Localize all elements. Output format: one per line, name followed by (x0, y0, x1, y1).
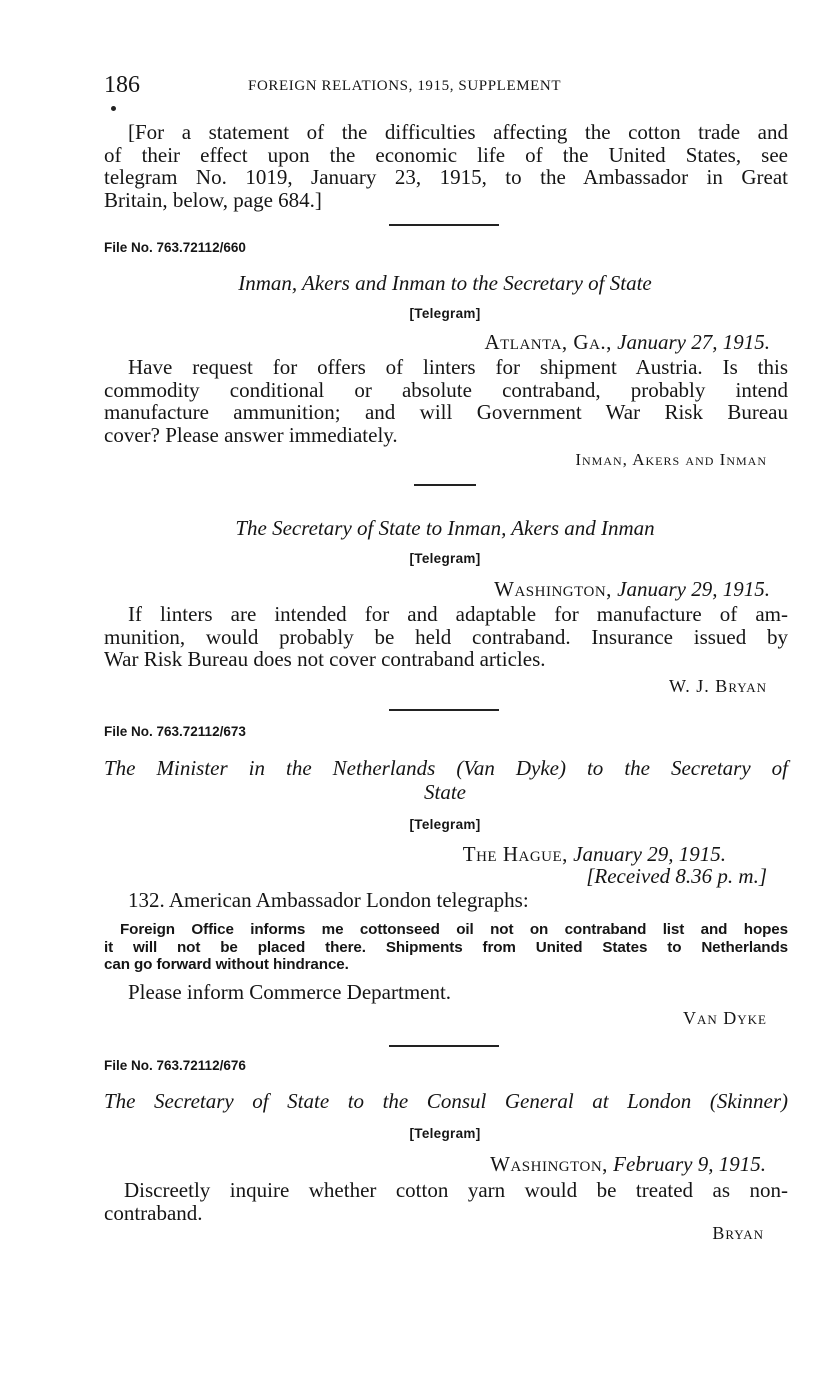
body-line: cover? Please answer immediately. (104, 422, 398, 447)
telegram-tag: [Telegram] (409, 306, 481, 321)
document-body (104, 356, 788, 446)
intro-line: telegram No. 1019, January 23, 1915, to the Ambassador in Great (104, 165, 788, 189)
running-title: FOREIGN RELATIONS, 1915, SUPPLEMENT (248, 78, 562, 94)
intro-paragraph (104, 121, 788, 211)
telegram-tag: [Telegram] (409, 1126, 481, 1141)
dateline-place: Washington, (490, 1152, 608, 1176)
dateline (494, 577, 770, 602)
dateline-date: January 29, 1915. (617, 577, 770, 601)
dateline-place: Washington, (494, 577, 612, 601)
received-note: [Received 8.36 p. m.] (586, 864, 767, 888)
body-line: War Risk Bureau does not cover contraband articles. (104, 647, 546, 671)
body-line: Have request for offers of linters for shipment Austria. Is this (128, 355, 788, 379)
file-number: File No. 763.72112/660 (104, 240, 246, 255)
quote-line: can go forward without hindrance. (104, 956, 349, 973)
file-number: File No. 763.72112/673 (104, 724, 246, 739)
section-divider (414, 484, 476, 486)
section-divider (389, 224, 499, 226)
document-title: The Secretary of State to Inman, Akers and Inman (235, 516, 655, 540)
dateline (484, 330, 770, 355)
document-body (104, 1179, 788, 1224)
signature: Inman, Akers and Inman (575, 450, 767, 469)
quote-line: Foreign Office informs me cottonseed oil not on contraband list and hopes (120, 921, 788, 938)
body-line: manufacture ammunition; and will Government War Risk Bureau (104, 400, 788, 424)
intro-line: [For a statement of the difficulties affecting the cotton trade and (128, 120, 788, 144)
document-title: The Minister in the Netherlands (Van Dyke) to the Secretary of (104, 756, 788, 780)
section-divider (389, 1045, 499, 1047)
body-line: munition, would probably be held contraband. Insurance issued by (104, 624, 788, 649)
dateline-place: Atlanta, Ga., (484, 330, 612, 354)
page-number: 186 (104, 72, 140, 98)
signature: Van Dyke (683, 1008, 767, 1028)
dateline-date: January 29, 1915. (573, 842, 726, 866)
body-line: contraband. (104, 1200, 203, 1225)
quote-line: it will not be placed there. Shipments from United States to Netherlands (104, 938, 788, 956)
signature: W. J. Bryan (668, 676, 767, 696)
body-line: Discreetly inquire whether cotton yarn would be treated as non- (124, 1178, 788, 1202)
closing-line: Please inform Commerce Department. (128, 980, 452, 1004)
body-line: If linters are intended for and adaptable for manufacture of am- (128, 602, 788, 626)
body-line: commodity conditional or absolute contraband, probably intend (104, 377, 788, 402)
dateline-place: The Hague, (462, 842, 568, 866)
telegram-tag: [Telegram] (409, 817, 481, 832)
dateline-date: February 9, 1915. (613, 1152, 766, 1176)
telegram-tag: [Telegram] (409, 551, 481, 566)
dateline-date: January 27, 1915. (617, 330, 770, 354)
section-divider (389, 709, 499, 711)
dateline (490, 1152, 766, 1177)
file-number: File No. 763.72112/676 (104, 1058, 246, 1073)
quoted-message (104, 921, 788, 974)
intro-line: of their effect upon the economic life of the United States, see (104, 142, 788, 167)
document-title-continued: State (424, 780, 466, 804)
bullet-mark (111, 106, 116, 111)
document-body (104, 603, 788, 671)
telegram-lead: 132. American Ambassador London telegraphs: (128, 888, 529, 912)
signature: Bryan (712, 1223, 764, 1243)
document-title: Inman, Akers and Inman to the Secretary of State (238, 271, 652, 295)
intro-line: Britain, below, page 684.] (104, 187, 322, 212)
document-title: The Secretary of State to the Consul General at London (Skinner) (104, 1089, 788, 1113)
